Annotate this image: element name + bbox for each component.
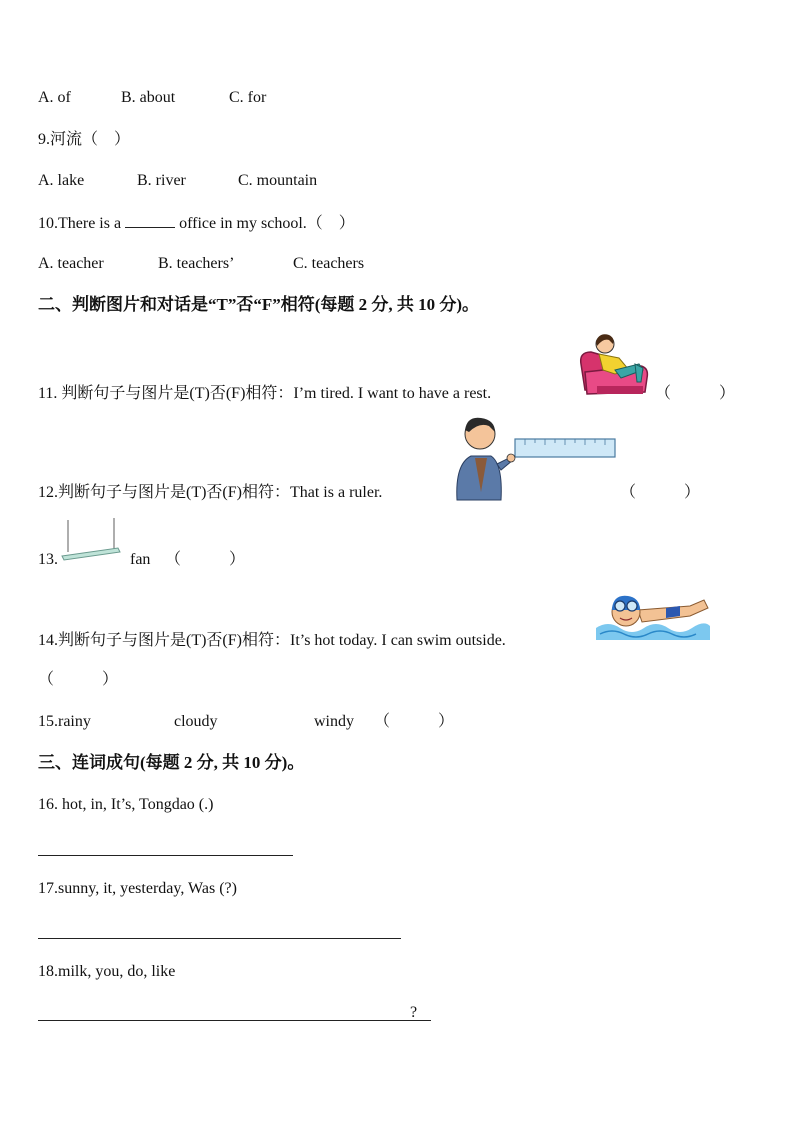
q11-text: 11. 判断句子与图片是(T)否(F)相符：I’m tired. I want to have a rest. (38, 385, 492, 402)
q13-word: fan (130, 551, 151, 568)
q11-answer-paren[interactable]: （ ） (655, 385, 736, 402)
q10-blank (125, 213, 175, 228)
q12-text: 12.判断句子与图片是(T)否(F)相符：That is a ruler. (38, 484, 383, 501)
q9-stem: 9.河流（ ） (38, 131, 131, 148)
q17-text: 17.sunny, it, yesterday, Was (?) (38, 880, 237, 897)
boy-pointing-at-ruler-icon (445, 412, 620, 502)
q18-answer-line[interactable] (38, 1020, 431, 1021)
q8-option-b: B. about (121, 89, 176, 106)
q15-option-cloudy: cloudy (174, 713, 218, 730)
q17-answer-line[interactable] (38, 938, 401, 939)
q13-answer-paren[interactable]: （ ） (165, 551, 246, 568)
section-3-title: 三、连词成句(每题 2 分, 共 10 分)。 (38, 753, 305, 772)
q18-text: 18.milk, you, do, like (38, 963, 176, 980)
q14-text: 14.判断句子与图片是(T)否(F)相符：It’s hot today. I can swim outside. (38, 632, 506, 649)
q10-option-c: C. teachers (293, 255, 365, 272)
q15-option-rainy: 15.rainy (38, 713, 91, 730)
q10-stem (38, 213, 355, 234)
q16-text: 16. hot, in, It’s, Tongdao (.) (38, 796, 214, 813)
q10-option-b: B. teachers’ (158, 255, 235, 272)
q12-answer-paren[interactable]: （ ） (620, 484, 701, 501)
q16-answer-line[interactable] (38, 855, 293, 856)
q9-option-c: C. mountain (238, 172, 318, 189)
q15-answer-paren[interactable]: （ ） (374, 713, 455, 730)
q9-option-b: B. river (137, 172, 186, 189)
section-2-title: 二、判断图片和对话是“T”否“F”相符(每题 2 分, 共 10 分)。 (38, 295, 480, 314)
q10-stem-post: office in my school.（ ） (175, 215, 355, 232)
boy-swimming-icon (594, 584, 712, 642)
q9-option-a: A. lake (38, 172, 85, 189)
q8-options (38, 88, 267, 108)
q10-stem-pre: 10.There is a (38, 215, 126, 232)
q15-option-windy: windy (314, 713, 354, 730)
q10-options (38, 254, 438, 274)
q18-question-mark: ? (410, 1004, 418, 1021)
q9-options (38, 171, 438, 191)
fluorescent-lamp-icon (58, 516, 122, 564)
q8-option-c: C. for (229, 89, 267, 106)
girl-resting-on-sofa-icon (575, 330, 653, 398)
q13-number: 13. (38, 551, 58, 568)
q10-option-a: A. teacher (38, 255, 104, 272)
q14-answer-paren[interactable]: （ ） (38, 671, 119, 688)
q8-option-a: A. of (38, 89, 71, 106)
